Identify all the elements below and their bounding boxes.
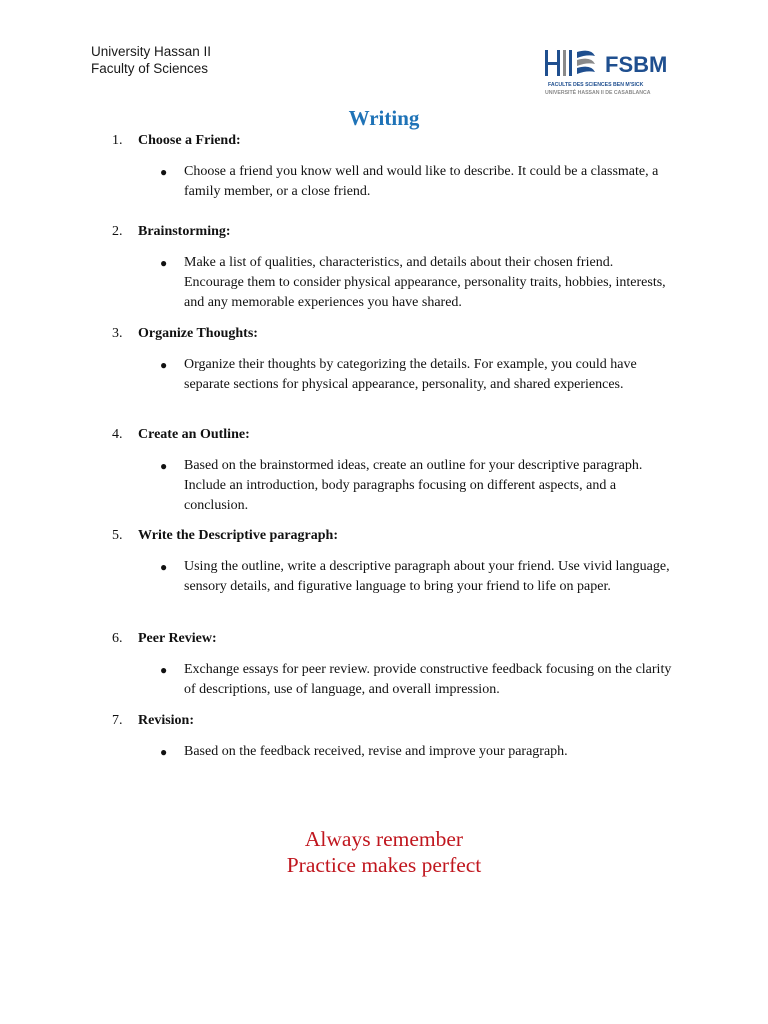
step-item xyxy=(112,131,672,222)
logo-subtitle-1: FACULTE DES SCIENCES BEN M'SICK xyxy=(548,82,644,88)
step-text: Exchange essays for peer review. provide constructive feedback focusing on the clarity of descriptions, use of language, and overall impression. xyxy=(184,662,672,697)
step-text: Based on the brainstormed ideas, create an outline for your descriptive paragraph. Include an introduction, body paragraphs focusing on different aspects, and a conclusion. xyxy=(184,458,643,513)
step-title: Peer Review: xyxy=(138,631,217,646)
step-title: Organize Thoughts: xyxy=(138,326,258,341)
step-number: 3. xyxy=(112,326,123,341)
bullet-dot: ● xyxy=(160,560,168,574)
bullet-dot: ● xyxy=(160,459,168,473)
step-title: Create an Outline: xyxy=(138,427,250,442)
closing-line-2: Practice makes perfect xyxy=(286,853,482,877)
step-text: Using the outline, write a descriptive paragraph about your friend. Use vivid language, sensory details, and figurative language to bring your friend to life on paper. xyxy=(184,559,670,594)
steps-list xyxy=(112,131,672,771)
faculty-name: Faculty of Sciences xyxy=(91,61,209,76)
document-title: Writing xyxy=(348,106,420,130)
step-item xyxy=(112,526,672,629)
bullet-dot: ● xyxy=(160,165,168,179)
closing-line-1: Always remember xyxy=(304,827,464,851)
logo-subtitle-2: UNIVERSITÉ HASSAN II DE CASABLANCA xyxy=(545,90,651,96)
bullet-dot: ● xyxy=(160,745,168,759)
step-number: 4. xyxy=(112,427,123,442)
step-item xyxy=(112,425,672,526)
closing-message xyxy=(0,826,768,878)
step-number: 2. xyxy=(112,224,123,239)
fsbm-logo-mark xyxy=(543,46,675,100)
step-number: 1. xyxy=(112,133,123,148)
step-item xyxy=(112,711,672,771)
logo-acronym: FSBM xyxy=(605,52,668,77)
step-title: Write the Descriptive paragraph: xyxy=(138,528,338,543)
step-number: 5. xyxy=(112,528,123,543)
step-title: Choose a Friend: xyxy=(138,133,241,148)
step-title: Revision: xyxy=(138,713,194,728)
step-title: Brainstorming: xyxy=(138,224,231,239)
bullet-dot: ● xyxy=(160,358,168,372)
step-item xyxy=(112,629,672,711)
university-name: University Hassan II xyxy=(91,44,212,59)
step-text: Choose a friend you know well and would like to describe. It could be a classmate, a family member, or a close friend. xyxy=(184,164,659,199)
step-text: Make a list of qualities, characteristics, and details about their chosen friend. Encourage them to consider physical appearance, personality traits, hobbies, interests, and any memorable experiences you have shared. xyxy=(184,255,666,310)
step-item xyxy=(112,324,672,425)
step-text: Organize their thoughts by categorizing the details. For example, you could have separate sections for physical appearance, personality, and shared experiences. xyxy=(184,357,637,392)
step-item xyxy=(112,222,672,324)
header-institution xyxy=(91,43,211,77)
fsbm-logo xyxy=(543,46,675,100)
bullet-dot: ● xyxy=(160,256,168,270)
bullet-dot: ● xyxy=(160,663,168,677)
step-number: 6. xyxy=(112,631,123,646)
step-text: Based on the feedback received, revise and improve your paragraph. xyxy=(184,744,568,759)
step-number: 7. xyxy=(112,713,123,728)
